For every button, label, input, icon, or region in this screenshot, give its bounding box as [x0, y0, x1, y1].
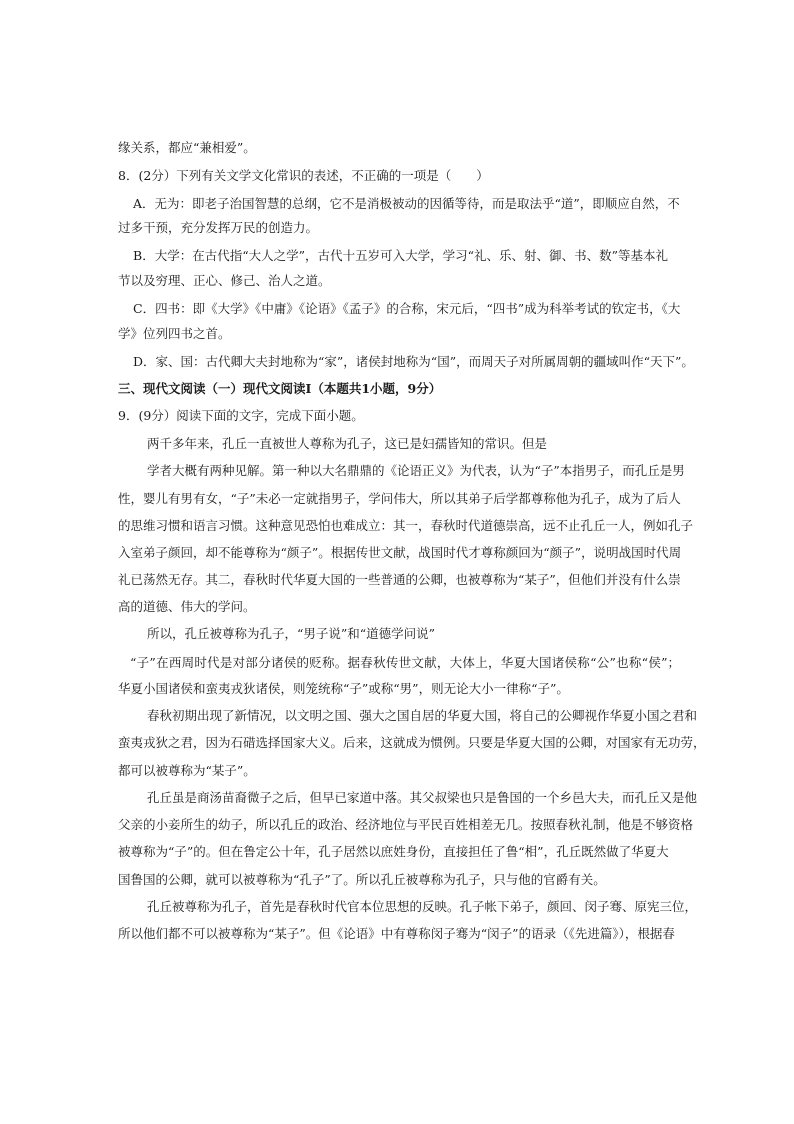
passage-line: 孔丘虽是商汤苗裔微子之后，但早已家道中落。其父叔梁也只是鲁国的一个乡邑大夫，而孔丘又是他: [147, 790, 698, 805]
text-line: 缘关系，都应“兼相爱”。: [118, 140, 256, 155]
passage-line: 两千多年来，孔丘一直被世人尊称为孔子，这已是妇孺皆知的常识。但是: [147, 436, 548, 451]
passage-line: 孔丘被尊称为孔子，首先是春秋时代官本位思想的反映。孔子帐下弟子，颜回、闵子骞、原宪三位，: [147, 899, 698, 914]
q8-option-d-line-1: D．家、国：古代卿大夫封地称为“家”，诸侯封地称为“国”，而周天子对所属周朝的疆域叫作“天下”。: [133, 354, 694, 369]
passage-line: 父亲的小妾所生的幼子，所以孔丘的政治、经济地位与平民百姓相差无几。按照春秋礼制，他是不够资格: [118, 817, 694, 832]
passage-line: 礼已荡然无存。其二，春秋时代华夏大国的一些普通的公卿，也被尊称为“某子”，但他们并没有什么崇: [118, 572, 681, 587]
passage-line: 蛮夷戎狄之君，因为石碏选择国家大义。后来，这就成为惯例。只要是华夏大国的公卿，对国家有无功劳，: [118, 735, 706, 750]
passage-line: 学者大概有两种见解。第一种以大名鼎鼎的《论语正义》为代表，认为“子”本指男子，而孔丘是男: [147, 463, 685, 478]
q8-option-c-line-2: 学》位列四书之首。: [118, 326, 231, 341]
passage-line: 入室弟子颜回，却不能尊称为“颜子”。根据传世文献，战国时代才尊称颜回为“颜子”，说明战国时代周: [118, 545, 682, 560]
passage-line: 国鲁国的公卿，就可以被尊称为“孔子”了。所以孔丘被尊称为孔子，只与他的官爵有关。: [118, 872, 606, 887]
q8-option-b-line-1: B．大学：在古代指“大人之学”，古代十五岁可入大学，学习“礼、乐、射、御、书、数”等基本礼: [133, 248, 668, 263]
q8-option-a-line-2: 过多干预，充分发挥万民的创造力。: [118, 220, 319, 235]
question-8-stem: 8．(2分）下列有关文学文化常识的表述，不正确的一项是（ ）: [118, 168, 489, 183]
passage-line: 所以，孔丘被尊称为孔子，“男子说”和“道德学问说”: [147, 626, 436, 641]
passage-line: “子”在西周时代是对部分诸侯的贬称。据春秋传世文献，大体上，华夏大国诸侯称“公”也称“侯”；: [130, 655, 680, 670]
q8-option-c-line-1: C．四书：即《大学》《中庸》《论语》《孟子》的合称，宋元后，“四书”成为科举考试的钦定书，《大: [133, 301, 681, 316]
section-3-heading: 三、现代文阅读（一）现代文阅读Ⅰ（本题共1小题，9分）: [118, 381, 442, 396]
passage-line: 华夏小国诸侯和蛮夷戎狄诸侯，则笼统称“子”或称“男”，则无论大小一律称“子”。: [118, 681, 569, 696]
passage-line: 的思维习惯和语言习惯。这种意见恐怕也难成立：其一，春秋时代道德崇高，远不止孔丘一人，例如孔子: [118, 518, 694, 533]
q8-option-a-line-1: A．无为：即老子治国智慧的总纲，它不是消极被动的因循等待，而是取法乎“道”，即顺应自然，不: [133, 196, 680, 211]
passage-line: 性，婴儿有男有女，“子”未必一定就指男子，学问伟大，所以其弟子后学都尊称他为孔子，成为了后人: [118, 491, 681, 506]
passage-line: 高的道德、伟大的学问。: [118, 599, 256, 614]
passage-line: 所以他们都不可以被尊称为“某子”。但《论语》中有尊称闵子骞为“闵子”的语录（《先进篇》），根据春: [118, 926, 675, 941]
passage-line: 春秋初期出现了新情况，以文明之国、强大之国自居的华夏大国，将自己的公卿视作华夏小国之君和: [147, 708, 698, 723]
passage-line: 都可以被尊称为“某子”。: [118, 763, 256, 778]
q8-option-b-line-2: 节以及穷理、正心、修己、治人之道。: [118, 273, 331, 288]
question-9-stem: 9．(9分）阅读下面的文字，完成下面小题。: [118, 408, 364, 423]
passage-line: 被尊称为“子”的。但在鲁定公十年，孔子居然以庶姓身份，直接担任了鲁“相”，孔丘既然做了华夏大: [118, 844, 669, 859]
